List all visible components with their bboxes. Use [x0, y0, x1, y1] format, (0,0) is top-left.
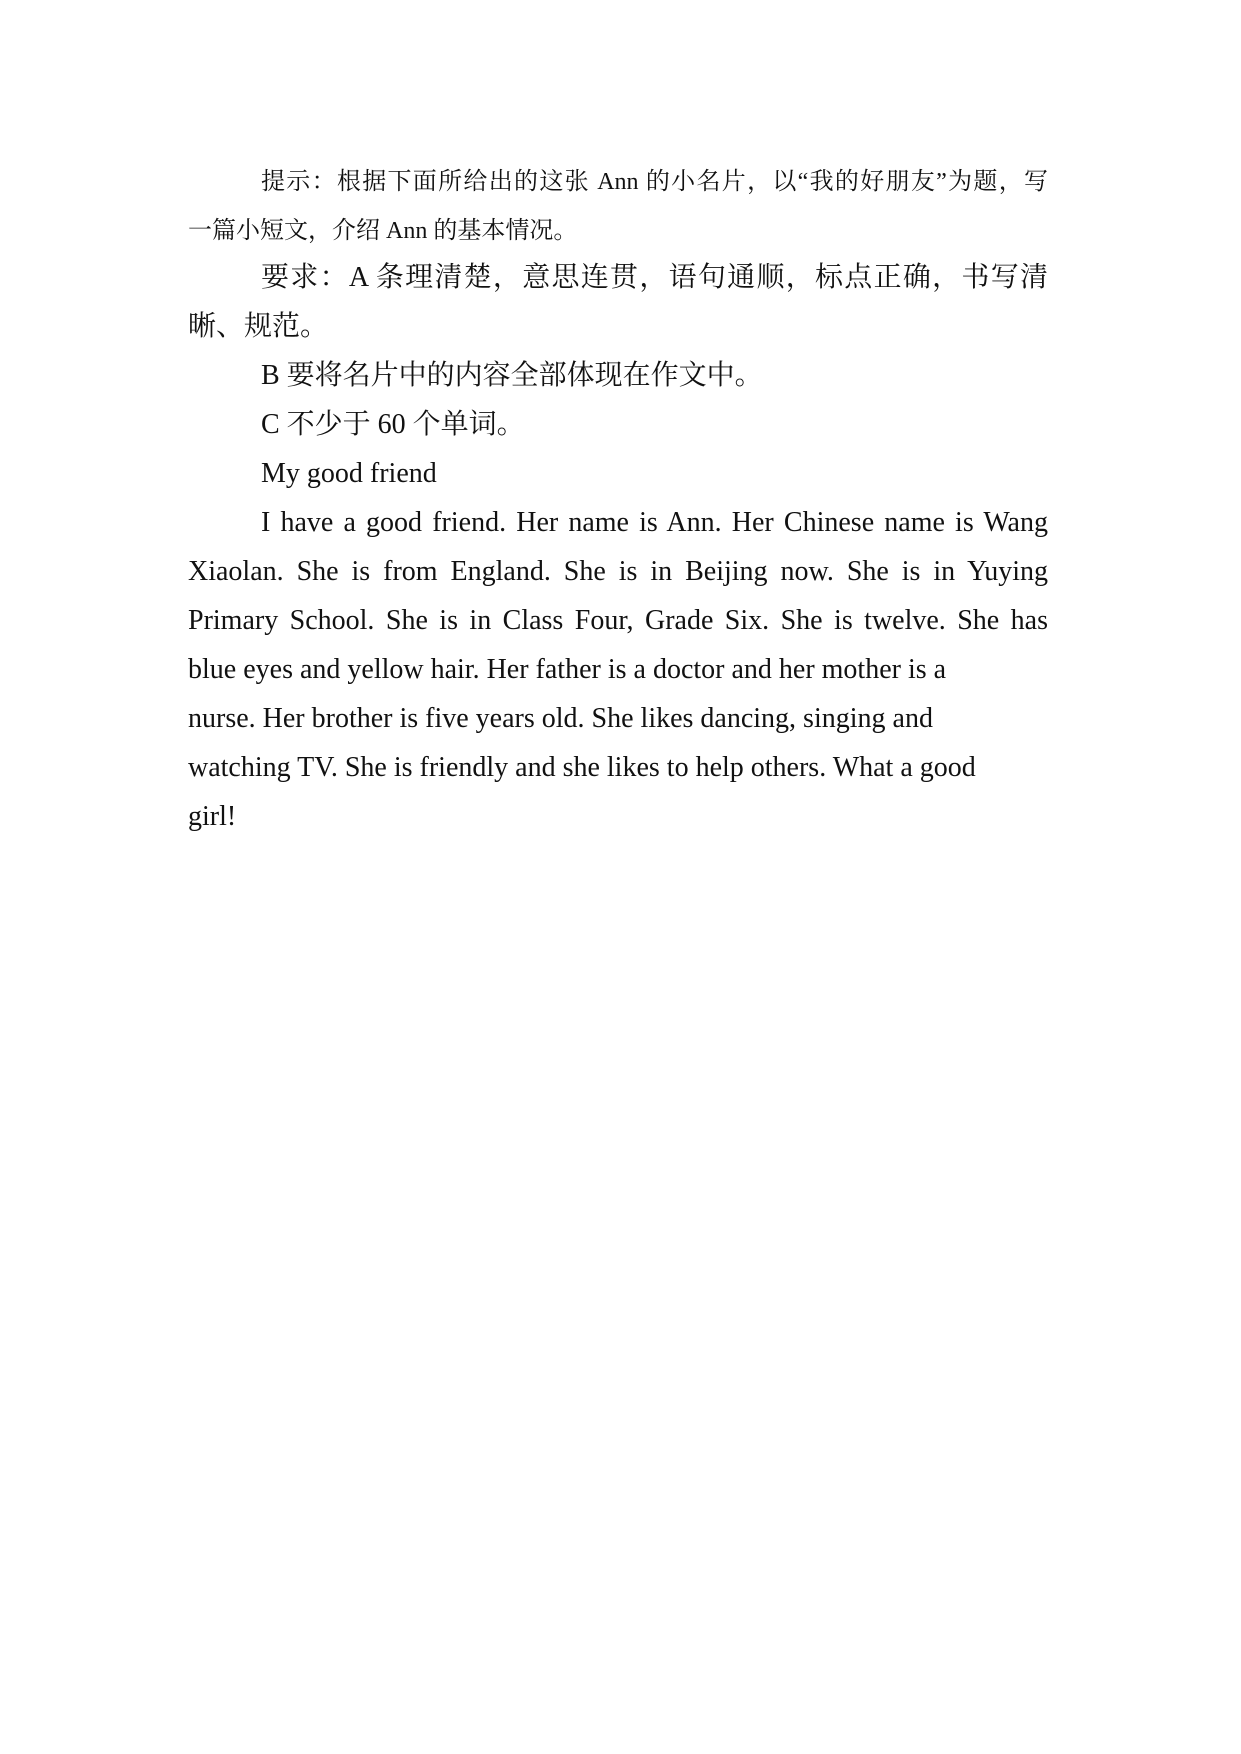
requirement-a-line-2: 晰、规范。 — [188, 311, 329, 342]
requirement-a-line-1: 要求：A 条理清楚，意思连贯，语句通顺，标点正确，书写清 — [261, 262, 1048, 293]
essay-line-1: I have a good friend. Her name is Ann. Her Chinese name is Wang — [261, 507, 1048, 538]
essay-line-7: girl! — [188, 801, 237, 832]
essay-title: My good friend — [261, 458, 437, 489]
hint-line-1: 提示：根据下面所给出的这张 Ann 的小名片，以“我的好朋友”为题，写 — [261, 169, 1048, 195]
essay-line-6: watching TV. She is friendly and she likes to help others. What a good — [188, 752, 976, 783]
requirement-b: B 要将名片中的内容全部体现在作文中。 — [261, 360, 763, 391]
essay-line-3: Primary School. She is in Class Four, Grade Six. She is twelve. She has — [188, 605, 1048, 636]
essay-line-4: blue eyes and yellow hair. Her father is a doctor and her mother is a — [188, 654, 947, 685]
essay-line-2: Xiaolan. She is from England. She is in Beijing now. She is in Yuying — [188, 556, 1048, 587]
hint-line-2: 一篇小短文，介绍 Ann 的基本情况。 — [188, 218, 578, 244]
requirement-c: C 不少于 60 个单词。 — [261, 409, 525, 440]
essay-line-5: nurse. Her brother is five years old. She likes dancing, singing and — [188, 703, 933, 734]
